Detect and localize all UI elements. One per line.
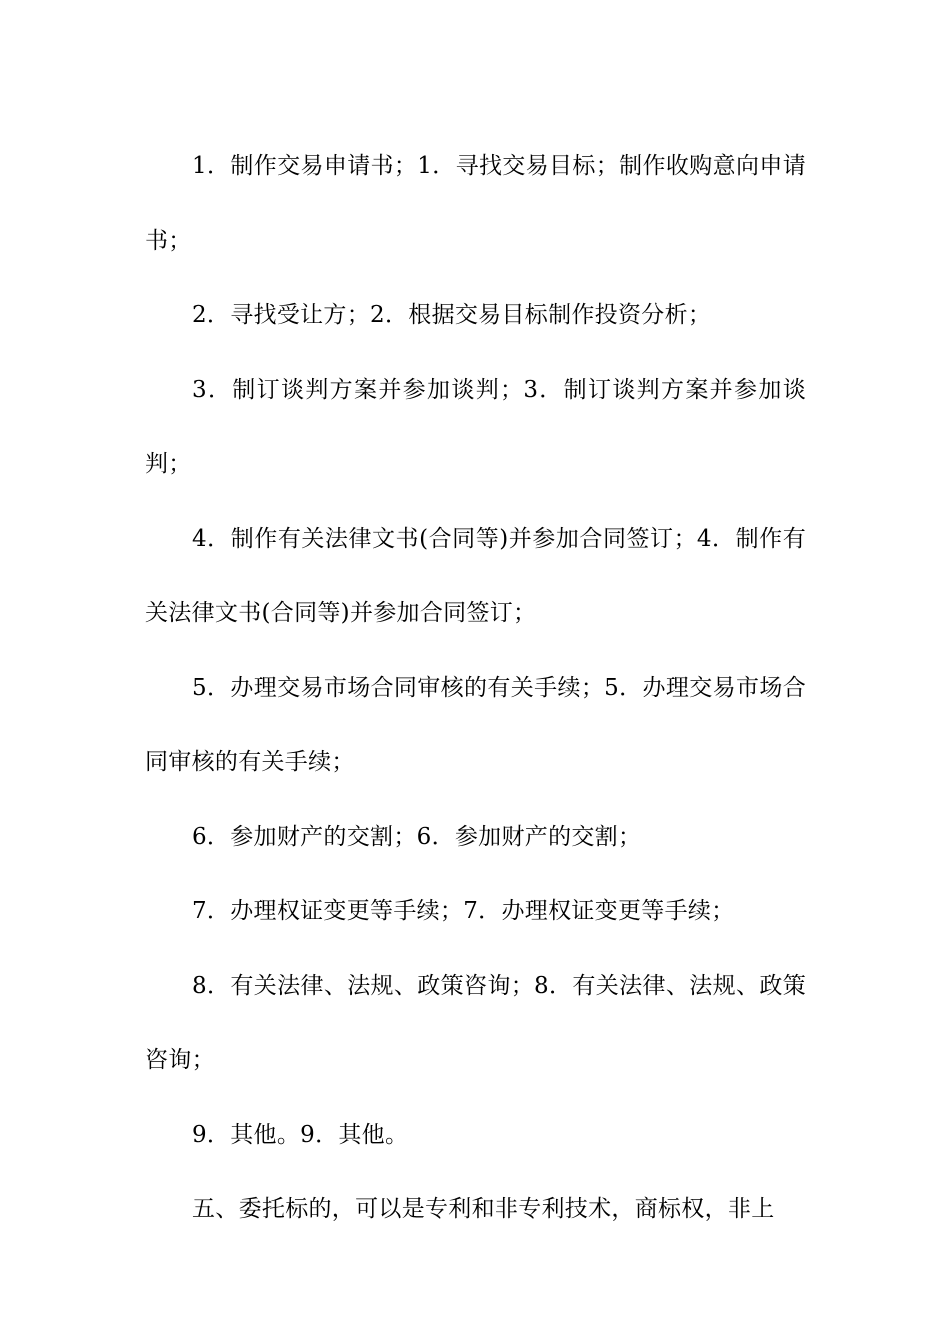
paragraph-item-8: 8．有关法律、法规、政策咨询；8．有关法律、法规、政策咨询；	[145, 972, 806, 1073]
paragraph-item-7: 7．办理权证变更等手续；7．办理权证变更等手续；	[192, 898, 735, 924]
section-heading-5: 五、委托标的，可以是专利和非专利技术，商标权，非上	[192, 1196, 775, 1222]
paragraph-item-6: 6．参加财产的交割；6．参加财产的交割；	[192, 823, 642, 850]
document-body	[145, 129, 806, 1247]
paragraph-item-9: 9．其他。9．其他。	[192, 1121, 409, 1148]
paragraph-item-1: 1．制作交易申请书；1．寻找交易目标；制作收购意向申请书；	[145, 153, 806, 254]
paragraph-item-3: 3．制订谈判方案并参加谈判；3．制订谈判方案并参加谈判；	[145, 376, 806, 477]
paragraph-item-2: 2．寻找受让方；2．根据交易目标制作投资分析；	[192, 302, 712, 328]
paragraph-item-5: 5．办理交易市场合同审核的有关手续；5．办理交易市场合同审核的有关手续；	[145, 674, 806, 775]
paragraph-item-4: 4．制作有关法律文书(合同等)并参加合同签订；4．制作有关法律文书(合同等)并参加合同签订；	[145, 525, 806, 626]
